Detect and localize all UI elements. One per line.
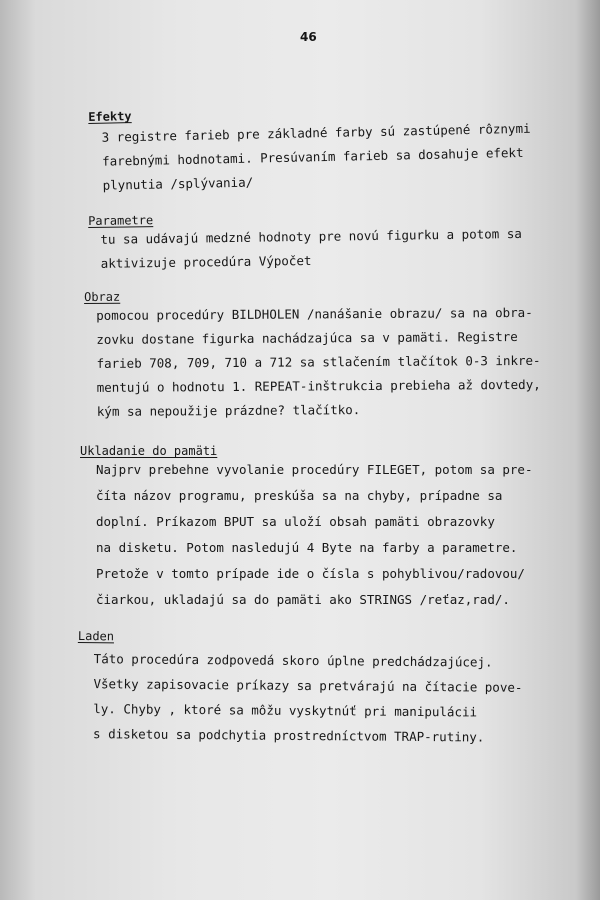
text-line: farieb 708, 709, 710 a 712 sa stlačením tlačítok 0-3 inkre-: [96, 352, 541, 371]
text-line: aktivizuje procedúra Výpočet: [100, 252, 312, 271]
text-line: mentujú o hodnotu 1. REPEAT-inštrukcia prebieha až dovtedy,: [96, 376, 541, 395]
section-heading: Ukladanie do pamäti: [80, 444, 218, 458]
section-heading: Efekty: [88, 109, 132, 124]
section-laden: [77, 625, 523, 745]
text-line: plynutia /splývania/: [102, 174, 254, 193]
section-heading: Parametre: [88, 213, 154, 228]
text-line: Najprv prebehne vyvolanie procedúry FILEGET, potom sa pre-: [96, 462, 533, 477]
text-line: tu sa udávajú medzné hodnoty pre novú figurku a potom sa: [100, 225, 522, 247]
section-efekty: [88, 105, 531, 193]
text-line: kým sa nepoužije prázdne? tlačítko.: [96, 402, 361, 419]
text-line: ly. Chyby , ktoré sa môžu vyskytnúť pri manipulácii: [93, 701, 478, 720]
page-number: 46: [300, 30, 317, 44]
text-line: na disketu. Potom nasledujú 4 Byte na farby a parametre.: [96, 540, 518, 555]
section-heading: Laden: [77, 628, 115, 644]
text-line: Táto procedúra zodpovedá skoro úplne predchádzajúcej.: [93, 651, 493, 670]
text-line: farebnými hodnotami. Presúvaním farieb sa dosahuje efekt: [102, 144, 524, 169]
text-line: 3 registre farieb pre základné farby sú zastúpené rôznymi: [101, 120, 531, 145]
text-line: Všetky zapisovacie príkazy sa pretvárajú na čítacie pove-: [93, 676, 523, 695]
text-line: s disketou sa podchytia prostredníctvom TRAP-rutiny.: [92, 726, 485, 745]
text-line: Pretože v tomto prípade ide o čísla s pohyblivou/radovou/: [96, 566, 525, 581]
text-line: čiarkou, ukladajú sa do pamäti ako STRINGS /reťaz,rad/.: [96, 592, 510, 607]
text-line: zovku dostane figurka nachádzajúca sa v pamäti. Registre: [96, 328, 518, 347]
text-line: doplní. Príkazom BPUT sa uloží obsah pamäti obrazovky: [96, 514, 495, 529]
text-line: pomocou procedúry BILDHOLEN /nanášanie obrazu/ sa na obra-: [96, 304, 533, 323]
section-obraz: [84, 286, 541, 419]
section-heading: Obraz: [84, 289, 121, 304]
section-ukladanie: [80, 440, 533, 607]
text-line: číta názov programu, preskúša sa na chyby, prípadne sa: [96, 488, 503, 503]
section-parametre: [88, 209, 522, 271]
